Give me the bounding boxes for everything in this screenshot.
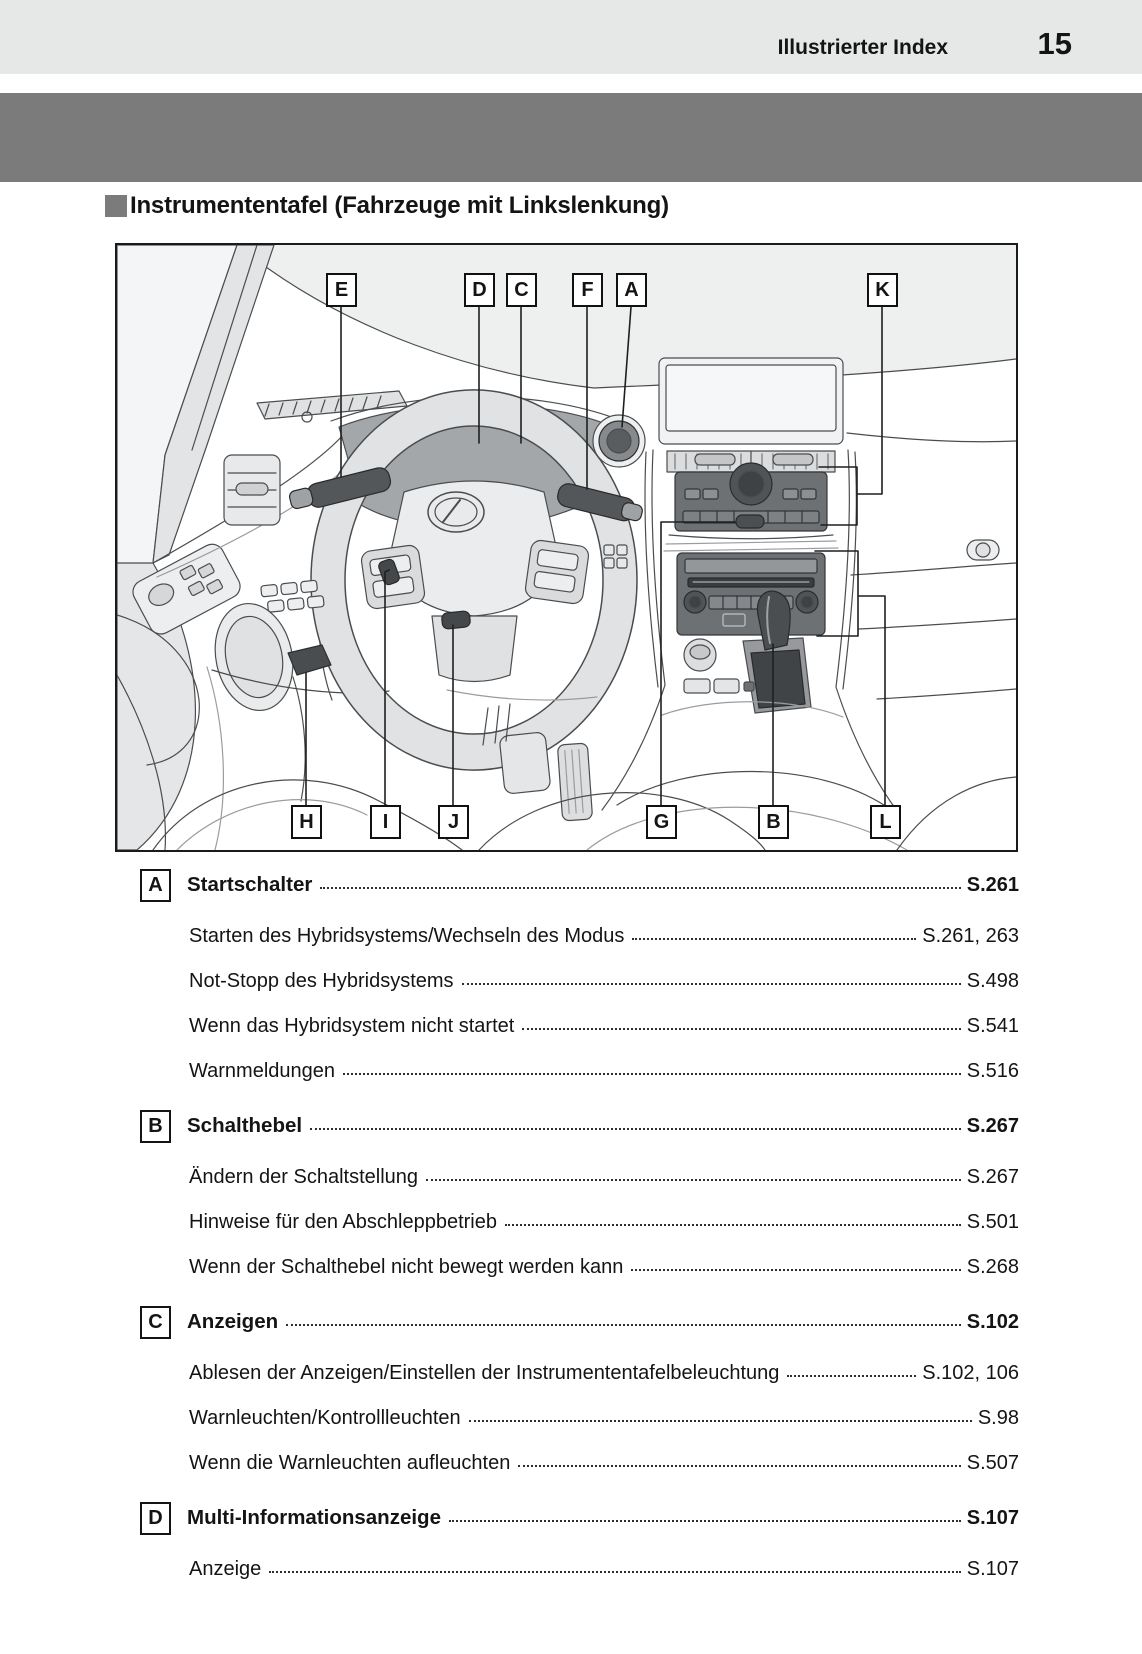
index-entry-page: S.498 — [966, 970, 1019, 992]
index-entry-page: S.107 — [966, 1558, 1019, 1580]
callout-label-C: C — [506, 273, 537, 307]
index-entry-page: S.267 — [966, 1115, 1019, 1137]
index-item-row — [115, 1166, 1019, 1188]
index-entry-page: S.261 — [966, 874, 1019, 896]
index-entry-label: Warnmeldungen — [189, 1060, 336, 1082]
dot-leader — [631, 1269, 960, 1271]
header-band — [0, 0, 1142, 74]
dot-leader — [310, 1128, 961, 1130]
hood-release-lever — [288, 645, 331, 675]
index-entry-label: Hinweise für den Abschleppbetrieb — [189, 1211, 497, 1233]
dot-leader — [522, 1028, 960, 1030]
dot-leader — [518, 1465, 960, 1467]
dot-leader — [632, 938, 916, 940]
callout-label-I: I — [370, 805, 401, 839]
section-title-text: Instrumententafel (Fahrzeuge mit Linkslenkung) — [130, 192, 669, 219]
index-item-row — [115, 1060, 1019, 1082]
index-section — [115, 1501, 1019, 1580]
index-section — [115, 868, 1019, 1082]
index-item-row — [115, 1452, 1019, 1474]
center-console — [602, 358, 900, 815]
index-entry-label: Anzeigen — [187, 1310, 279, 1333]
index-section — [115, 1305, 1019, 1474]
index-entry-page: S.98 — [977, 1407, 1019, 1429]
index-entry-label: Schalthebel — [187, 1114, 303, 1137]
index-item-row — [115, 925, 1019, 947]
tilt-telescopic-lever — [441, 611, 471, 630]
index-item-row — [115, 1211, 1019, 1233]
dot-leader — [462, 983, 961, 985]
index-section-head — [115, 1501, 1019, 1535]
dot-leader — [320, 887, 960, 889]
index-entry-label: Wenn die Warnleuchten aufleuchten — [189, 1452, 511, 1474]
callout-label-E: E — [326, 273, 357, 307]
header-title: Illustrierter Index — [777, 36, 948, 59]
dot-leader — [505, 1224, 961, 1226]
index-head-line — [187, 873, 1019, 897]
index-entry-page: S.516 — [966, 1060, 1019, 1082]
index-head-line — [187, 1114, 1019, 1138]
index-entry-label: Starten des Hybridsystems/Wechseln des Modus — [189, 925, 625, 947]
callout-label-H: H — [291, 805, 322, 839]
index-entry-page: S.507 — [966, 1452, 1019, 1474]
index-letter-box: D — [140, 1502, 171, 1535]
index-entry-label: Warnleuchten/Kontrollleuchten — [189, 1407, 461, 1429]
dashboard-illustration — [115, 243, 1018, 852]
callout-label-A: A — [616, 273, 647, 307]
callout-label-G: G — [646, 805, 677, 839]
dot-leader — [269, 1571, 960, 1573]
index-entry-label: Ändern der Schaltstellung — [189, 1166, 419, 1188]
index-letter-box: C — [140, 1306, 171, 1339]
left-switch-bank — [261, 580, 324, 613]
index-entry-label: Not-Stopp des Hybridsystems — [189, 970, 454, 992]
index-item-row — [115, 1015, 1019, 1037]
passenger-dash — [847, 433, 1016, 699]
lexus-logo — [428, 492, 484, 532]
index-item-row — [115, 970, 1019, 992]
panel-light-button — [736, 515, 764, 528]
start-switch — [593, 415, 645, 467]
index-item-row — [115, 1407, 1019, 1429]
callout-label-D: D — [464, 273, 495, 307]
index-entry-label: Anzeige — [189, 1558, 262, 1580]
index-item-row — [115, 1362, 1019, 1384]
dot-leader — [343, 1073, 961, 1075]
index-section-head — [115, 1109, 1019, 1143]
index-entry-label: Wenn das Hybridsystem nicht startet — [189, 1015, 515, 1037]
index-entry-label: Ablesen der Anzeigen/Einstellen der Instrumententafelbeleuchtung — [189, 1362, 780, 1384]
illustrated-index-list — [115, 854, 1019, 1580]
section-title-row — [105, 192, 669, 220]
side-air-vent — [224, 455, 280, 525]
audio-unit — [677, 553, 825, 635]
dot-leader — [426, 1179, 961, 1181]
dot-leader — [787, 1375, 916, 1377]
index-entry-page: S.501 — [966, 1211, 1019, 1233]
index-entry-label: Multi-Informationsanzeige — [187, 1506, 441, 1529]
callout-label-B: B — [758, 805, 789, 839]
brake-pedal — [499, 732, 551, 794]
index-entry-page: S.107 — [966, 1507, 1019, 1529]
callout-label-K: K — [867, 273, 898, 307]
index-entry-page: S.268 — [966, 1256, 1019, 1278]
index-head-line — [187, 1506, 1019, 1530]
accelerator-pedal — [557, 743, 592, 821]
dot-leader — [286, 1324, 961, 1326]
index-entry-page: S.261, 263 — [922, 925, 1019, 947]
header-page-number: 15 — [1037, 26, 1072, 61]
index-letter-box: A — [140, 869, 171, 902]
index-section — [115, 1109, 1019, 1278]
section-marker-square — [105, 195, 127, 217]
dot-leader — [449, 1520, 961, 1522]
index-entry-page: S.267 — [966, 1166, 1019, 1188]
index-entry-page: S.102, 106 — [922, 1362, 1019, 1384]
index-head-line — [187, 1310, 1019, 1334]
index-letter-box: B — [140, 1110, 171, 1143]
index-section-head — [115, 868, 1019, 902]
car-interior-drawing — [117, 245, 1016, 850]
index-entry-page: S.541 — [966, 1015, 1019, 1037]
callout-label-L: L — [870, 805, 901, 839]
index-entry-label: Startschalter — [187, 873, 313, 896]
chapter-band — [0, 93, 1142, 182]
index-entry-label: Wenn der Schalthebel nicht bewegt werden kann — [189, 1256, 624, 1278]
index-section-head — [115, 1305, 1019, 1339]
index-item-row — [115, 1558, 1019, 1580]
index-item-row — [115, 1256, 1019, 1278]
right-spoke-buttons — [524, 539, 590, 605]
index-entry-page: S.102 — [966, 1311, 1019, 1333]
door-speaker — [206, 596, 303, 717]
dot-leader — [469, 1420, 972, 1422]
callout-label-F: F — [572, 273, 603, 307]
callout-label-J: J — [438, 805, 469, 839]
